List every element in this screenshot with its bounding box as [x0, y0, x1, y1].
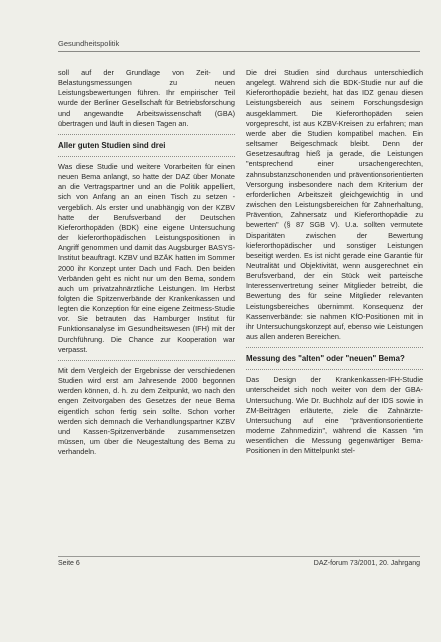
section-heading: Messung des "alten" oder "neuen" Bema? [246, 354, 405, 364]
intro-paragraph: soll auf der Grundlage von Zeit- und Belastungsmessungen zu neuen Leistungsbewertungen führen. Ihr empirischer Teil wurde der Berliner Gesellschaft für Betriebsforschung und angewandte Arbeitswissenschaft (GBA) übertragen und läuft in diesen Tagen an. [58, 68, 235, 128]
body-paragraph: Das Design der Krankenkassen-IFH-Studie unterscheidet sich noch weiter von dem der GBA-Untersuchung. Wie Dr. Buchholz auf der IDS sowie in ZM-Beiträgen erläuterte, ziele die Zahnärzte-Untersuchung auf eine "präventionsorientierte moderne Zahnmedizin", während die Kassen "im wesentlichen die Messung gegenwärtiger Bema-Positionen in den Mittelpunkt stel- [246, 375, 423, 456]
page-number: Seite 6 [58, 560, 80, 567]
footer-rule [58, 556, 420, 557]
section-divider [246, 369, 423, 370]
body-paragraph: Mit dem Vergleich der Ergebnisse der verschiedenen Studien wird erst am Jahresende 2000 begonnen werden können, d. h. zu dem Zeitpunkt, wo nach den engen Zeitvorgaben des Gesetzes der neue Bema eigentlich schon fertig sein sollte. Schon vorher werden sich demnach die Verhandlungspartner KZBV und Kassen-Spitzenverbände zusammensetzen müssen, um über die Neugestaltung des Bema zu verhandeln. [58, 365, 235, 457]
body-paragraph: Die drei Studien sind durchaus unterschiedlich angelegt. Während sich die BDK-Studie nur auf die Kieferorthopädie bezieht, hat das IDZ genau diesen Leistungsbereich aus seinem Forschungsdesign ausgeklammert. Die Kieferorthopäden seien vorgeprescht, ist aus KZBV-Kreisen zu erfahren; man werde aber die Studien kompatibel machen. Ein seltsamer Beigeschmack bleibt. Denn der Gesetzesauftrag hieß ja gerade, die Leistungen "entsprechend einer ursachengerechten, zahnsubstanzschonenden und präventionsorientierten Versorgung insbesondere nach dem Kriterium der erforderlichen Arbeitszeit gleichgewichtig in und zwischen den Leistungsbereichen für Zahnerhaltung, Prävention, Zahnersatz und Kieferorthopädie zu bewerten" (§ 87 SGB V). U.a. sollten vermutete Disparitäten zwischen der Bewertung kieferorthopädischer und sonstiger Leistungen beseitigt werden. Es ist nicht gerade eine Garantie für Neutralität und Objektivität, wenn ausgerechnet ein Berufsverband, der ein Stück weit parteische Interessenvertretung seiner Mitglieder betreibt, die Bewertung des für seine Mitglieder relevanten Leistungsbereiches übernimmt. Konsequenz der Kassenverbände: sie nahmen KfO-Positionen mit in ihr Untersuchungskonzept auf, ebenso wie Leistungen aus allen anderen Bereichen. [246, 68, 423, 342]
journal-info: DAZ-forum 73/2001, 20. Jahrgang [313, 560, 420, 567]
section-heading: Aller guten Studien sind drei [58, 140, 166, 150]
section-header: Gesundheitspolitik [58, 39, 120, 48]
right-column [246, 68, 423, 456]
section-divider [58, 134, 235, 135]
left-column [58, 68, 235, 457]
section-divider [58, 360, 235, 361]
section-divider [58, 156, 235, 157]
section-divider [246, 347, 423, 348]
header-rule [58, 51, 420, 52]
body-paragraph: Was diese Studie und weitere Vorarbeiten für einen neuen Bema anlangt, so hatte der DAZ über Monate an die Vertragspartner und an die Politik appelliert, sich von Anfang an an einen Tisch zu setzen - vergeblich. Als erster und unabhängig von der KZBV hatte der Berufsverband der Deutschen Kieferorthopäden (BDK) eine eigene Untersuchung der kieferorthopädischen Leistungspositionen in Angriff genommen und damit das Augsburger BASYS-Institut beauftragt. KZBV und BZÄK hatten im Sommer 2000 ihr Konzept unter Dach und Fach. Den beiden Verbänden geht es nicht nur um den Bema, sondern auch um privatzahnärztliche Leistungen. Im Herbst folgten die Spitzenverbände der Krankenkassen und legten die Konzeption für eine eigene Zeitmess-Studie vor. Sie betrauten das Hamburger Institut für Funktionsanalyse im Gesundheitswesen (IFH) mit der Durchführung. Die Chance zur Kooperation war verpasst. [58, 161, 235, 354]
